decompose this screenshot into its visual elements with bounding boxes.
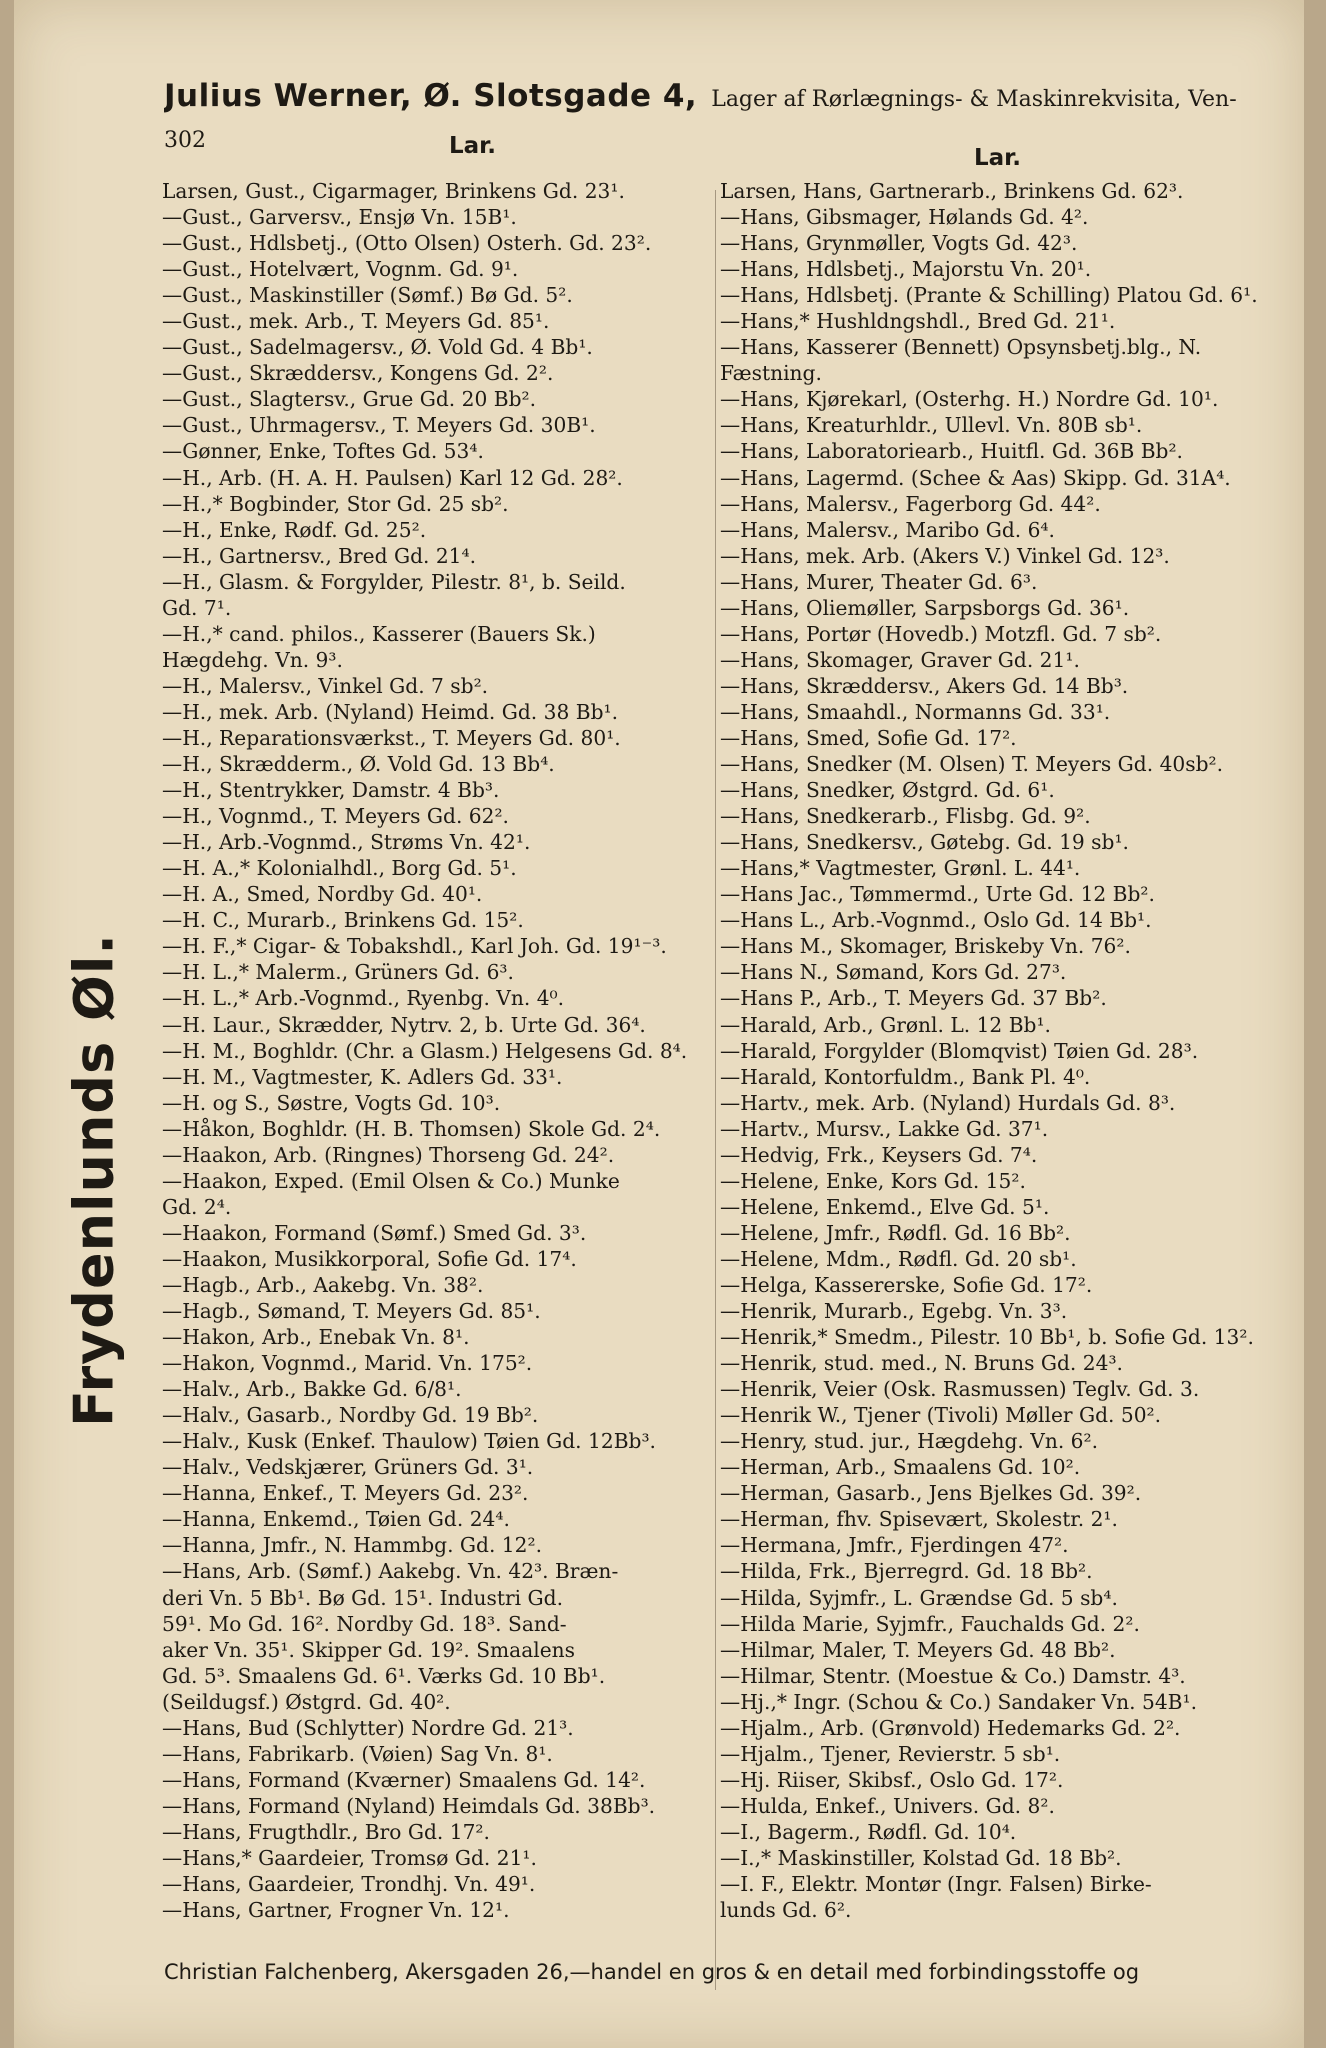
directory-entry-line: —Gust., Hotelvært, Vognm. Gd. 9¹. [162,257,519,282]
directory-entry-line: —Hans, Kasserer (Bennett) Opsynsbetj.blg., N. [720,335,1202,360]
directory-entry-line: —Gust., Slagtersv., Grue Gd. 20 Bb². [162,387,537,412]
directory-entry-line: —Henrik, stud. med., N. Bruns Gd. 24³. [720,1351,1123,1376]
directory-entry-line: Fæstning. [720,361,822,386]
directory-entry-line: —Hans, Skomager, Graver Gd. 21¹. [720,647,1080,672]
directory-entry-line: —H. M., Vagtmester, K. Adlers Gd. 33¹. [162,1064,563,1089]
directory-entry-line: —Halv., Gasarb., Nordby Gd. 19 Bb². [162,1403,539,1428]
directory-entry-line: —Gust., Maskinstiller (Sømf.) Bø Gd. 5². [162,283,573,308]
directory-entry-line: —Haakon, Musikkorporal, Sofie Gd. 17⁴. [162,1246,577,1271]
directory-entry-line: —Hakon, Vognmd., Marid. Vn. 175². [162,1351,533,1376]
directory-entry-line: —Hans, Malersv., Fagerborg Gd. 44². [720,491,1101,516]
directory-entry-line: —H. Laur., Skrædder, Nytrv. 2, b. Urte Gd. 36⁴. [162,1012,646,1037]
directory-entry-line: —H. F.,* Cigar- & Tobakshdl., Karl Joh. Gd. 19¹⁻³. [162,934,667,959]
directory-entry-line: —Henrik, Veier (Osk. Rasmussen) Teglv. Gd. 3. [720,1377,1200,1402]
directory-entry-line: —Hans, Fabrikarb. (Vøien) Sag Vn. 8¹. [162,1741,553,1766]
directory-entry-line: —Hartv., Mursv., Lakke Gd. 37¹. [720,1116,1049,1141]
directory-entry-line: —Gust., Hdlsbetj., (Otto Olsen) Osterh. Gd. 23². [162,231,652,256]
directory-entry-line: —Halv., Arb., Bakke Gd. 6/8¹. [162,1377,462,1402]
directory-entry-line: —Halv., Kusk (Enkef. Thaulow) Tøien Gd. 12Bb³. [162,1429,656,1454]
directory-entry-line: —Hans, Snedkersv., Gøtebg. Gd. 19 sb¹. [720,830,1129,855]
directory-entry-line: —Håkon, Boghldr. (H. B. Thomsen) Skole Gd. 2⁴. [162,1116,661,1141]
directory-entry-line: (Seildugsf.) Østgrd. Gd. 40². [162,1689,451,1714]
directory-entry-line: —Gust., Sadelmagersv., Ø. Vold Gd. 4 Bb¹. [162,335,593,360]
directory-entry-line: —Helga, Kassererske, Sofie Gd. 17². [720,1272,1093,1297]
directory-entry-line: —Haakon, Exped. (Emil Olsen & Co.) Munke [162,1168,620,1193]
directory-entry-line: —H. M., Boghldr. (Chr. a Glasm.) Helgesens Gd. 8⁴. [162,1038,688,1063]
directory-entry-line: —Herman, Arb., Smaalens Gd. 10². [720,1455,1081,1480]
directory-entry-line: —Hans, Kjørekarl, (Osterhg. H.) Nordre Gd. 10¹. [720,387,1219,412]
directory-entry-line: —Hagb., Arb., Aakebg. Vn. 38². [162,1272,484,1297]
directory-page [14,0,1304,2048]
directory-entry-line: —Helene, Jmfr., Rødfl. Gd. 16 Bb². [720,1220,1071,1245]
directory-entry-line: 59¹. Mo Gd. 16². Nordby Gd. 18³. Sand- [162,1611,567,1636]
directory-entry-line: —H., Arb. (H. A. H. Paulsen) Karl 12 Gd. 28². [162,465,623,490]
directory-entry-line: —Hans, Oliemøller, Sarpsborgs Gd. 36¹. [720,595,1130,620]
directory-entry-line: —Hilda Marie, Syjmfr., Fauchalds Gd. 2². [720,1611,1140,1636]
directory-entry-line: —I. F., Elektr. Montør (Ingr. Falsen) Birke- [720,1872,1152,1897]
directory-entry-line: —Hans Jac., Tømmermd., Urte Gd. 12 Bb². [720,882,1155,907]
directory-entry-line: —Hagb., Sømand, T. Meyers Gd. 85¹. [162,1299,541,1324]
directory-entry-line: —Hans N., Sømand, Kors Gd. 27³. [720,960,1067,985]
directory-entry-line: —Gust., Uhrmagersv., T. Meyers Gd. 30B¹. [162,413,596,438]
directory-entry-line: —Gønner, Enke, Toftes Gd. 53⁴. [162,439,484,464]
directory-entry-line: —H.,* cand. philos., Kasserer (Bauers Sk.) [162,621,596,646]
directory-entry-line: —Hans, Smed, Sofie Gd. 17². [720,725,1017,750]
directory-entry-line: —Hjalm., Tjener, Revierstr. 5 sb¹. [720,1741,1061,1766]
directory-entry-line: —H., Glasm. & Forgylder, Pilestr. 8¹, b. Seild. [162,569,626,594]
directory-entry-line: —Hans,* Vagtmester, Grønl. L. 44¹. [720,856,1081,881]
directory-entry-line: —Hans, Malersv., Maribo Gd. 6⁴. [720,517,1055,542]
directory-entry-line: —H. L.,* Arb.-Vognmd., Ryenbg. Vn. 4⁰. [162,986,565,1011]
directory-entry-line: lunds Gd. 6². [720,1898,852,1923]
directory-entry-line: —Hans, Gaardeier, Trondhj. Vn. 49¹. [162,1872,536,1897]
directory-entry-line: —Hans, Gartner, Frogner Vn. 12¹. [162,1898,510,1923]
directory-entry-line: —H., Vognmd., T. Meyers Gd. 62². [162,804,509,829]
directory-entry-line: Gd. 7¹. [162,595,232,620]
page-number: 302 [164,128,206,153]
directory-entry-line: —H. L.,* Malerm., Grüners Gd. 6³. [162,960,514,985]
directory-entry-line: —H., Skrædderm., Ø. Vold Gd. 13 Bb⁴. [162,752,555,777]
directory-entry-line: —Gust., Skræddersv., Kongens Gd. 2². [162,361,554,386]
directory-entry-line: —Hans L., Arb.-Vognmd., Oslo Gd. 14 Bb¹. [720,908,1152,933]
directory-entry-line: Gd. 5³. Smaalens Gd. 6¹. Værks Gd. 10 Bb¹. [162,1663,606,1688]
directory-entry-line: —Hans, Arb. (Sømf.) Aakebg. Vn. 42³. Bræn- [162,1559,619,1584]
directory-entry-line: —Hans, Snedker (M. Olsen) T. Meyers Gd. 40sb². [720,752,1224,777]
directory-entry-line: —Hans P., Arb., T. Meyers Gd. 37 Bb². [720,986,1107,1011]
directory-entry-line: —H., Gartnersv., Bred Gd. 21⁴. [162,543,477,568]
directory-entry-line: —Hans, Hdlsbetj., Majorstu Vn. 20¹. [720,257,1092,282]
directory-entry-line: —Hilmar, Stentr. (Moestue & Co.) Damstr. 4³. [720,1663,1186,1688]
directory-entry-line: —Hans M., Skomager, Briskeby Vn. 76². [720,934,1131,959]
directory-entry-line: —Hans, Snedkerarb., Flisbg. Gd. 9². [720,804,1091,829]
directory-entry-line: —Hans, Bud (Schlytter) Nordre Gd. 21³. [162,1715,574,1740]
directory-entry-line: —H. og S., Søstre, Vogts Gd. 10³. [162,1090,501,1115]
directory-entry-line: —I., Bagerm., Rødfl. Gd. 10⁴. [720,1819,1017,1844]
left-column [162,178,712,1923]
directory-entry-line: Larsen, Hans, Gartnerarb., Brinkens Gd. 62³. [720,179,1184,203]
directory-entry-line: —Henrik W., Tjener (Tivoli) Møller Gd. 50². [720,1403,1162,1428]
directory-entry-line: —H. C., Murarb., Brinkens Gd. 15². [162,908,524,933]
directory-entry-line: —Hans, Murer, Theater Gd. 6³. [720,569,1038,594]
directory-entry-line: —Hans, Formand (Kværner) Smaalens Gd. 14². [162,1767,646,1792]
directory-entry-line: —Hj. Riiser, Skibsf., Oslo Gd. 17². [720,1767,1064,1792]
directory-entry-line: —Hans, Frugthdlr., Bro Gd. 17². [162,1819,490,1844]
directory-entry-line: —Hans, Lagermd. (Schee & Aas) Skipp. Gd. 31A⁴. [720,465,1231,490]
directory-entry-line: —Harald, Kontorfuldm., Bank Pl. 4⁰. [720,1064,1091,1089]
column-divider [715,190,716,1990]
directory-entry-line: —H., mek. Arb. (Nyland) Heimd. Gd. 38 Bb¹. [162,699,619,724]
directory-entry-line: —Herman, Gasarb., Jens Bjelkes Gd. 39². [720,1481,1142,1506]
left-column-heading: Lar. [449,133,496,159]
directory-entry-line: —Hilda, Syjmfr., L. Grændse Gd. 5 sb⁴. [720,1585,1118,1610]
directory-entry-line: —Hans, Skræddersv., Akers Gd. 14 Bb³. [720,673,1129,698]
top-advertisement [164,78,1294,114]
directory-entry-line: —Henry, stud. jur., Hægdehg. Vn. 6². [720,1429,1099,1454]
directory-entry-line: —Harald, Arb., Grønl. L. 12 Bb¹. [720,1012,1051,1037]
directory-entry-line: —I.,* Maskinstiller, Kolstad Gd. 18 Bb². [720,1846,1122,1870]
directory-entry-line: —Hanna, Enkef., T. Meyers Gd. 23². [162,1481,529,1506]
directory-entry-line: —H., Reparationsværkst., T. Meyers Gd. 80¹. [162,725,621,750]
directory-entry-line: —Hilda, Frk., Bjerregrd. Gd. 18 Bb². [720,1559,1093,1584]
directory-entry-line: —Hans,* Hushldngshdl., Bred Gd. 21¹. [720,309,1116,334]
directory-entry-line: —Hanna, Enkemd., Tøien Gd. 24⁴. [162,1507,510,1532]
directory-entry-line: —Hjalm., Arb. (Grønvold) Hedemarks Gd. 2². [720,1715,1181,1740]
directory-entry-line: aker Vn. 35¹. Skipper Gd. 19². Smaalens [162,1637,575,1662]
directory-entry-line: —Hans, Gibsmager, Hølands Gd. 4². [720,205,1089,230]
directory-entry-line: —Hans,* Gaardeier, Tromsø Gd. 21¹. [162,1846,537,1870]
directory-entry-line: —Helene, Enkemd., Elve Gd. 5¹. [720,1194,1050,1219]
directory-entry-line: —Hans, Formand (Nyland) Heimdals Gd. 38Bb³. [162,1793,656,1818]
directory-entry-line: —Henrik,* Smedm., Pilestr. 10 Bb¹, b. Sofie Gd. 13². [720,1325,1254,1350]
directory-entry-line: deri Vn. 5 Bb¹. Bø Gd. 15¹. Industri Gd. [162,1585,564,1610]
directory-entry-line: —Hulda, Enkef., Univers. Gd. 8². [720,1793,1055,1818]
bottom-advertisement: Christian Falchenberg, Akersgaden 26,—handel en gros & en detail med forbindingsstoffe og [164,1960,1140,1984]
directory-entry-line: —Hartv., mek. Arb. (Nyland) Hurdals Gd. 8³. [720,1090,1176,1115]
directory-entry-line: Larsen, Gust., Cigarmager, Brinkens Gd. 23¹. [162,179,625,203]
directory-entry-line: —Gust., Garversv., Ensjø Vn. 15B¹. [162,205,517,230]
directory-entry-line: —Helene, Mdm., Rødfl. Gd. 20 sb¹. [720,1246,1077,1271]
directory-entry-line: —Hanna, Jmfr., N. Hammbg. Gd. 12². [162,1533,542,1558]
directory-entry-line: —Hans, mek. Arb. (Akers V.) Vinkel Gd. 12³. [720,543,1170,568]
directory-entry-line: —Hj.,* Ingr. (Schou & Co.) Sandaker Vn. 54B¹. [720,1689,1198,1714]
directory-entry-line: —Hakon, Arb., Enebak Vn. 8¹. [162,1325,470,1350]
directory-entry-line: —Hans, Grynmøller, Vogts Gd. 42³. [720,231,1078,256]
directory-entry-line: —Hedvig, Frk., Keysers Gd. 7⁴. [720,1142,1038,1167]
side-advertisement: Frydenlunds Øl. [62,933,126,1427]
directory-entry-line: —Haakon, Arb. (Ringnes) Thorseng Gd. 24². [162,1142,615,1167]
directory-entry-line: —H., Enke, Rødf. Gd. 25². [162,517,427,542]
right-column [720,178,1286,1923]
directory-entry-line: —Hans, Hdlsbetj. (Prante & Schilling) Platou Gd. 6¹. [720,283,1258,308]
directory-entry-line: —H., Stentrykker, Damstr. 4 Bb³. [162,778,500,803]
right-column-heading: Lar. [974,145,1021,171]
directory-entry-line: —H., Malersv., Vinkel Gd. 7 sb². [162,673,489,698]
directory-entry-line: —Hans, Portør (Hovedb.) Motzfl. Gd. 7 sb². [720,621,1162,646]
directory-entry-line: —Hans, Laboratoriearb., Huitfl. Gd. 36B Bb². [720,439,1183,464]
directory-entry-line: Gd. 2⁴. [162,1194,232,1219]
directory-entry-line: —Hilmar, Maler, T. Meyers Gd. 48 Bb². [720,1637,1116,1662]
directory-entry-line: —H., Arb.-Vognmd., Strøms Vn. 42¹. [162,830,531,855]
directory-entry-line: —Harald, Forgylder (Blomqvist) Tøien Gd. 28³. [720,1038,1199,1063]
directory-entry-line: —H. A., Smed, Nordby Gd. 40¹. [162,882,483,907]
directory-entry-line: —Gust., mek. Arb., T. Meyers Gd. 85¹. [162,309,550,334]
directory-entry-line: Hægdehg. Vn. 9³. [162,647,343,672]
directory-entry-line: —Hans, Smaahdl., Normanns Gd. 33¹. [720,699,1111,724]
directory-entry-line: —Haakon, Formand (Sømf.) Smed Gd. 3³. [162,1220,587,1245]
directory-entry-line: —H.,* Bogbinder, Stor Gd. 25 sb². [162,491,509,516]
advert-rest-text: Lager af Rørlægnings- & Maskinrekvisita, Ven- [711,87,1237,112]
advert-bold-text: Julius Werner, Ø. Slotsgade 4, [164,78,698,114]
directory-entry-line: —Herman, fhv. Spisevært, Skolestr. 2¹. [720,1507,1118,1532]
directory-entry-line: —H. A.,* Kolonialhdl., Borg Gd. 5¹. [162,856,517,881]
directory-entry-line: —Hans, Kreaturhldr., Ullevl. Vn. 80B sb¹. [720,413,1143,438]
directory-entry-line: —Halv., Vedskjærer, Grüners Gd. 3¹. [162,1455,534,1480]
directory-entry-line: —Helene, Enke, Kors Gd. 15². [720,1168,1026,1193]
directory-entry-line: —Hans, Snedker, Østgrd. Gd. 6¹. [720,778,1055,803]
directory-entry-line: —Henrik, Murarb., Egebg. Vn. 3³. [720,1299,1068,1324]
directory-entry-line: —Hermana, Jmfr., Fjerdingen 47². [720,1533,1069,1558]
